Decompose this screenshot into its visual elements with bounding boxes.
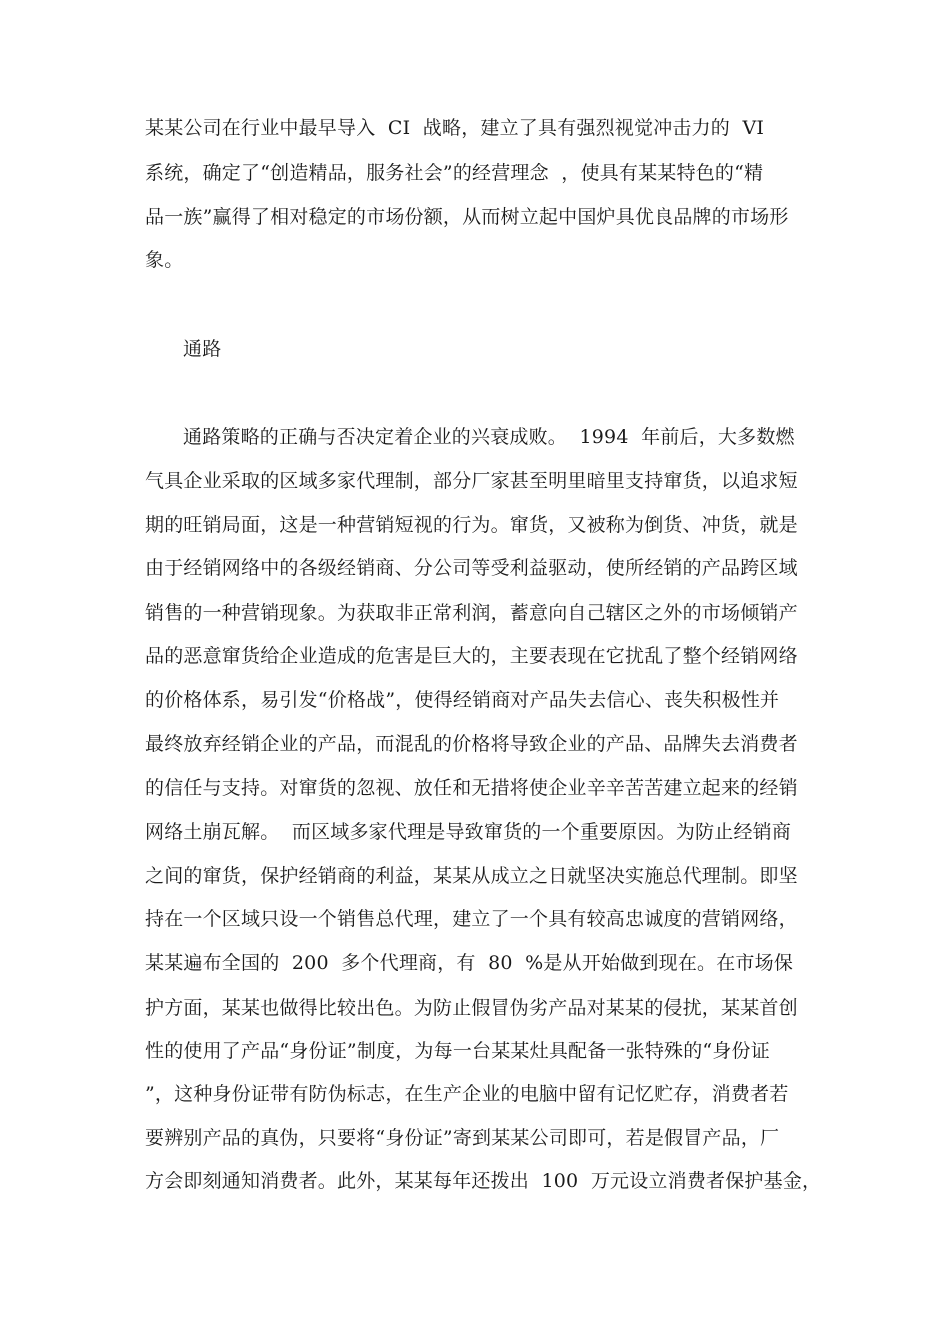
section-heading: 通路 <box>183 338 222 360</box>
paragraph-2-line-8: 最终放弃经销企业的产品，而混乱的价格将导致企业的产品、品牌失去消费者 <box>145 733 798 755</box>
paragraph-2-line-16: ”，这种身份证带有防伪标志，在生产企业的电脑中留有记忆贮存，消费者若 <box>145 1083 789 1105</box>
paragraph-2-line-11: 之间的窜货，保护经销商的利益，某某从成立之日就坚决实施总代理制。即坚 <box>145 865 798 887</box>
paragraph-2-line-10: 网络土崩瓦解。 而区域多家代理是导致窜货的一个重要原因。为防止经销商 <box>145 821 792 843</box>
paragraph-2-line-3: 期的旺销局面，这是一种营销短视的行为。窜货，又被称为倒货、冲货，就是 <box>145 514 798 536</box>
paragraph-2-line-13: 某某遍布全国的 200 多个代理商，有 80 %是从开始做到现在。在市场保 <box>145 952 794 974</box>
paragraph-2-line-2: 气具企业采取的区域多家代理制，部分厂家甚至明里暗里支持窜货，以追求短 <box>145 470 798 492</box>
paragraph-2-line-5: 销售的一种营销现象。为获取非正常利润，蓄意向自己辖区之外的市场倾销产 <box>145 602 798 624</box>
paragraph-2-line-9: 的信任与支持。对窜货的忽视、放任和无措将使企业辛辛苦苦建立起来的经销 <box>145 777 798 799</box>
paragraph-2-line-17: 要辨别产品的真伪，只要将“身份证”寄到某某公司即可，若是假冒产品，厂 <box>145 1127 780 1149</box>
paragraph-2-line-12: 持在一个区域只设一个销售总代理，建立了一个具有较高忠诚度的营销网络， <box>145 908 798 930</box>
paragraph-2-line-6: 品的恶意窜货给企业造成的危害是巨大的，主要表现在它扰乱了整个经销网络 <box>145 645 798 667</box>
paragraph-2-line-4: 由于经销网络中的各级经销商、分公司等受利益驱动，使所经销的产品跨区域 <box>145 557 798 579</box>
paragraph-2-line-1: 通路策略的正确与否决定着企业的兴衰成败。 1994 年前后，大多数燃 <box>183 426 795 448</box>
paragraph-1-line-4: 象。 <box>145 249 184 271</box>
paragraph-2-line-18: 方会即刻通知消费者。此外，某某每年还拨出 100 万元设立消费者保护基金， <box>145 1170 822 1192</box>
paragraph-1-line-1: 某某公司在行业中最早导入 CI 战略，建立了具有强烈视觉冲击力的 VI <box>145 117 765 139</box>
paragraph-1-line-2: 系统，确定了“创造精品，服务社会”的经营理念 ，使具有某某特色的“精 <box>145 162 764 184</box>
paragraph-2-line-15: 性的使用了产品“身份证”制度，为每一台某某灶具配备一张特殊的“身份证 <box>145 1040 770 1062</box>
paragraph-2-line-14: 护方面，某某也做得比较出色。为防止假冒伪劣产品对某某的侵扰，某某首创 <box>145 997 798 1019</box>
paragraph-2-line-7: 的价格体系，易引发“价格战”，使得经销商对产品失去信心、丧失积极性并 <box>145 689 780 711</box>
paragraph-1-line-3: 品一族”赢得了相对稳定的市场份额，从而树立起中国炉具优良品牌的市场形 <box>145 206 789 228</box>
